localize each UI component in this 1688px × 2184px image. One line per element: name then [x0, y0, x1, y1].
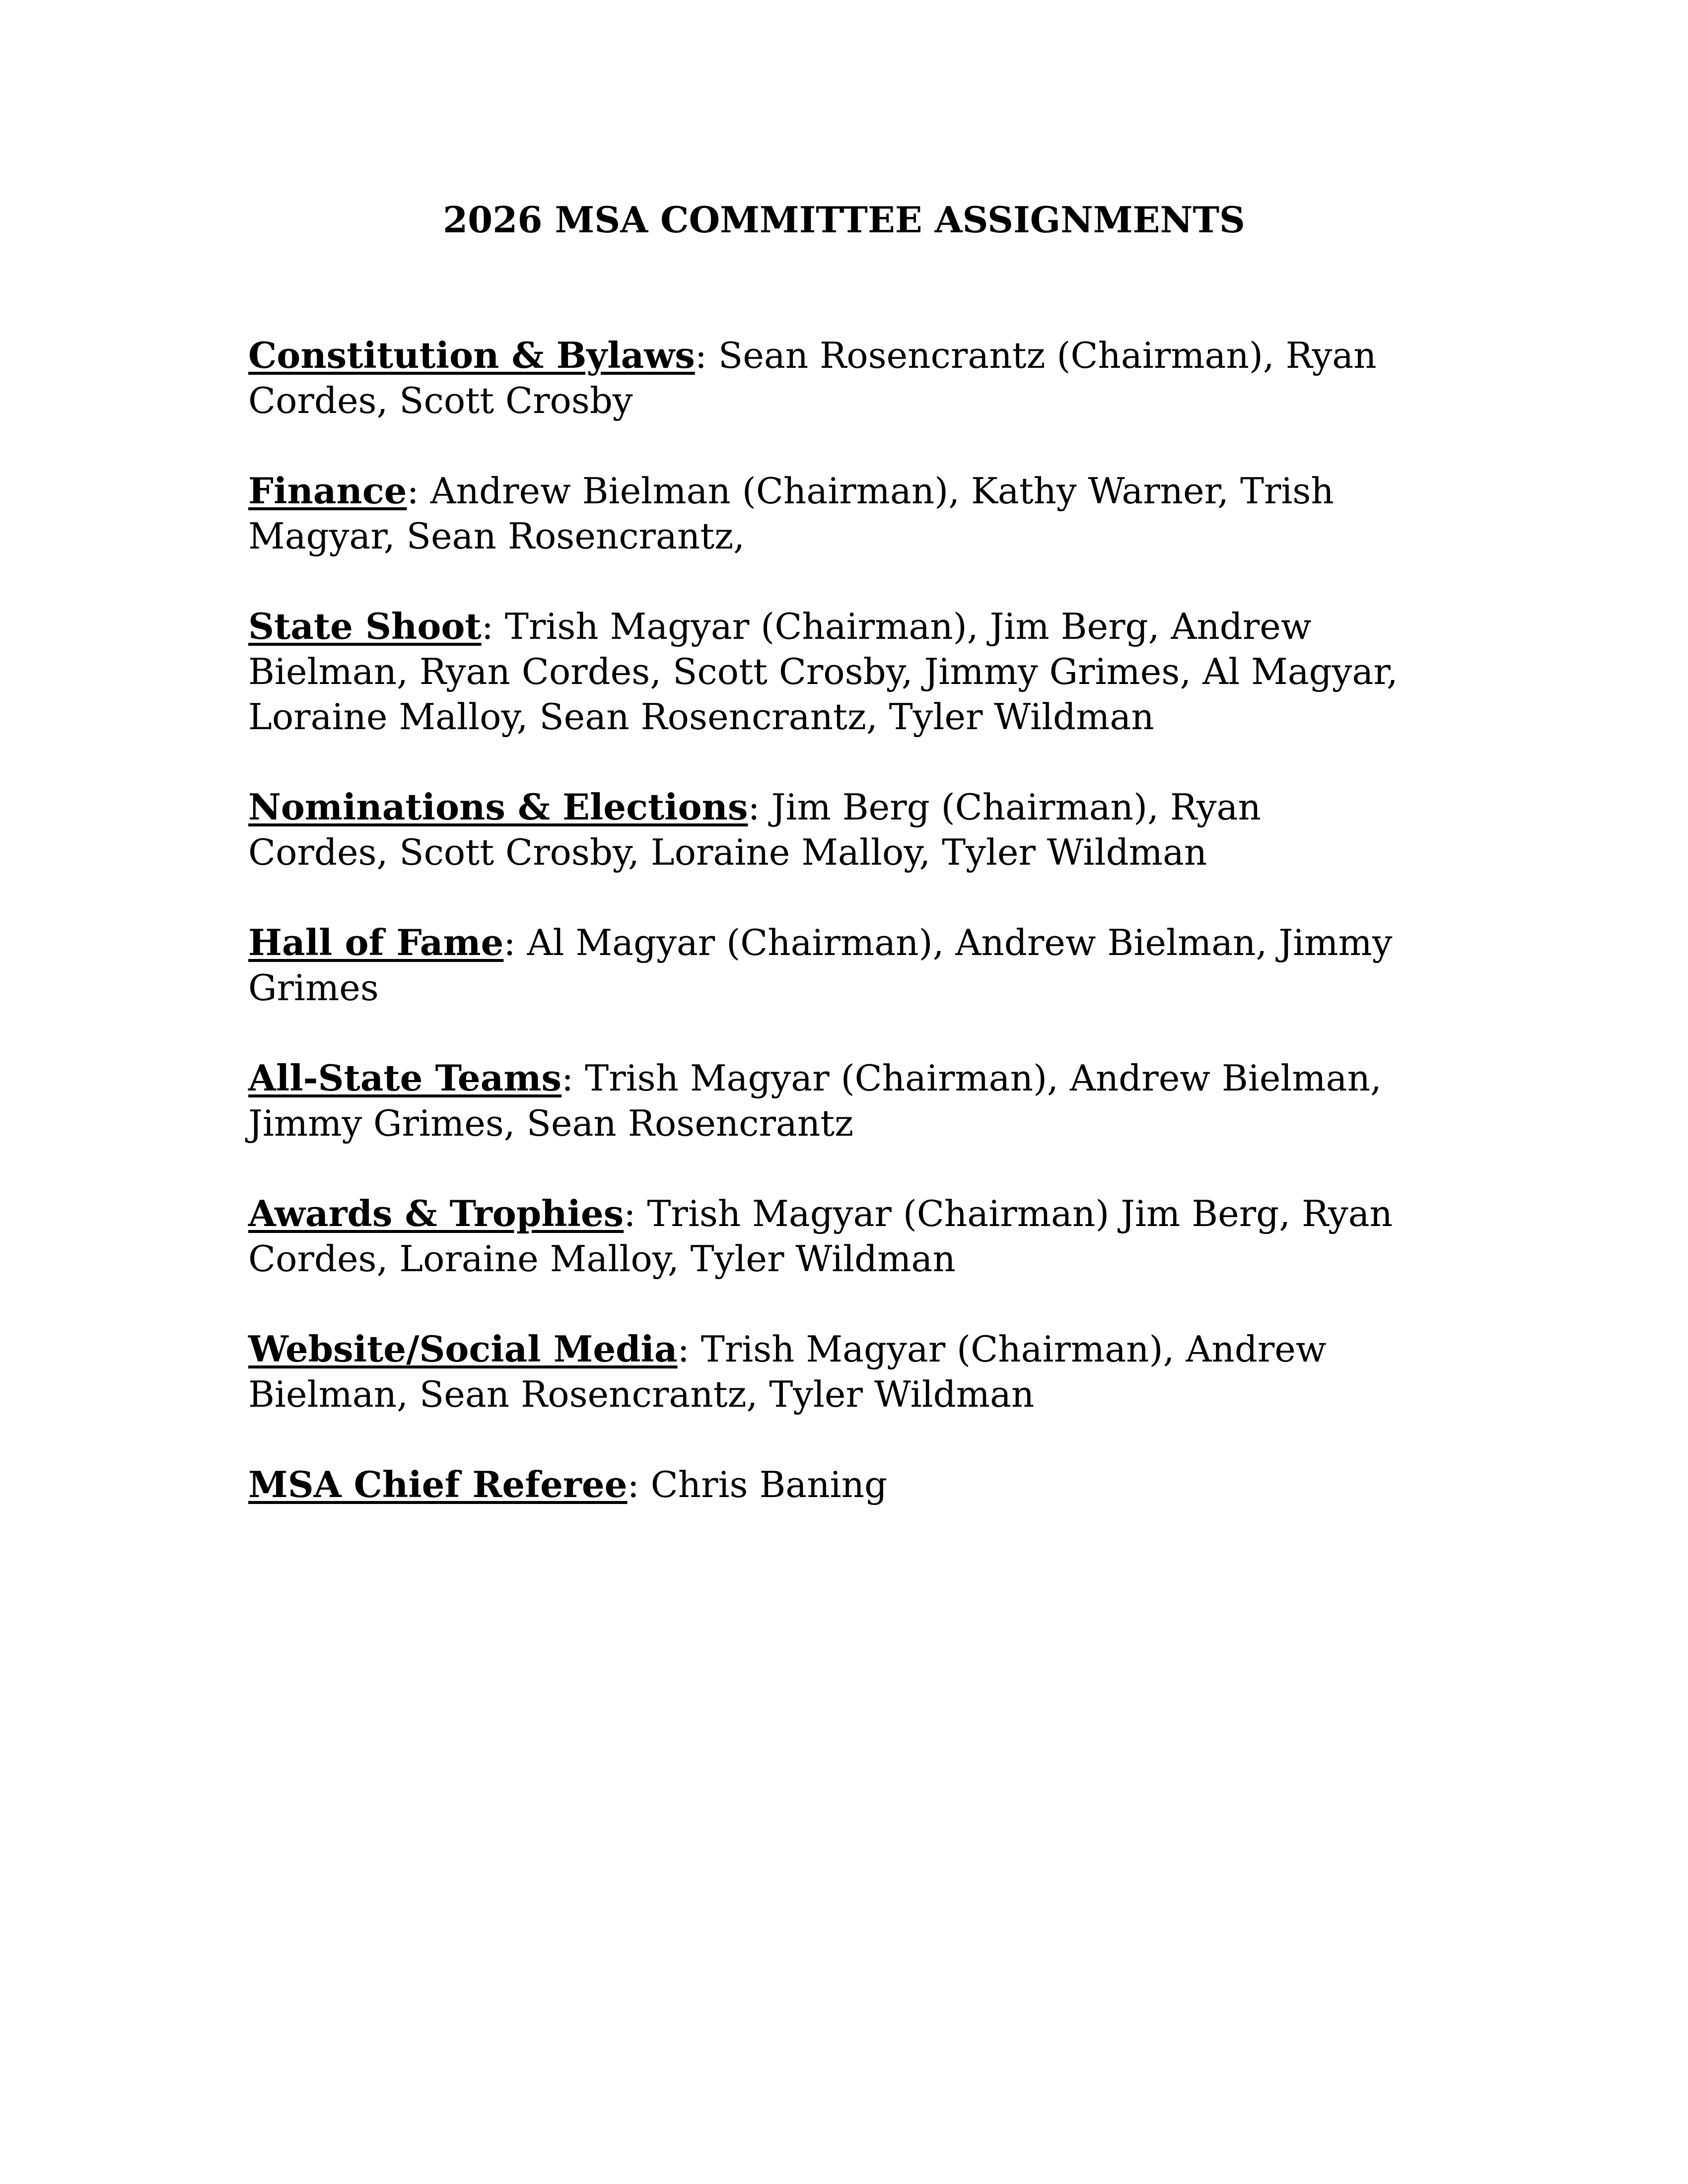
committee-name: State Shoot [248, 605, 482, 647]
committee-all-state-teams: All-State Teams: Trish Magyar (Chairman), Andrew Bielman, Jimmy Grimes, Sean Rosencrantz [248, 1057, 1382, 1144]
committee-members: Andrew Bielman (Chairman), Kathy Warner, Trish Magyar, Sean Rosencrantz, [248, 470, 1334, 557]
committee-name: Finance [248, 470, 407, 512]
committee-awards-trophies: Awards & Trophies: Trish Magyar (Chairman) Jim Berg, Ryan Cordes, Loraine Malloy, Tyler Wildman [248, 1192, 1393, 1280]
committee-name: All-State Teams [248, 1057, 562, 1099]
committee-members: Trish Magyar (Chairman), Andrew Bielman, Jimmy Grimes, Sean Rosencrantz [248, 1057, 1382, 1144]
committee-name: Website/Social Media [248, 1328, 678, 1370]
committee-constitution-bylaws: Constitution & Bylaws: Sean Rosencrantz (Chairman), Ryan Cordes, Scott Crosby [248, 334, 1377, 421]
committee-nominations-elections: Nominations & Elections: Jim Berg (Chairman), Ryan Cordes, Scott Crosby, Loraine Malloy, Tyler Wildman [248, 786, 1261, 873]
committee-members: Al Magyar (Chairman), Andrew Bielman, Jimmy Grimes [248, 922, 1393, 1009]
committee-members: Trish Magyar (Chairman), Andrew Bielman, Sean Rosencrantz, Tyler Wildman [248, 1328, 1327, 1415]
committee-state-shoot: State Shoot: Trish Magyar (Chairman), Jim Berg, Andrew Bielman, Ryan Cordes, Scott Crosby, Jimmy Grimes, Al Magyar, Loraine Malloy, Sean Rosencrantz, Tyler Wildman [248, 605, 1398, 738]
committee-members: Trish Magyar (Chairman) Jim Berg, Ryan Cordes, Loraine Malloy, Tyler Wildman [248, 1193, 1393, 1280]
committee-members: Trish Magyar (Chairman), Jim Berg, Andrew Bielman, Ryan Cordes, Scott Crosby, Jimmy Grimes, Al Magyar, Loraine Malloy, Sean Rosencrantz, Tyler Wildman [248, 606, 1398, 738]
committee-chief-referee: MSA Chief Referee: Chris Baning [248, 1463, 888, 1505]
committee-name: Awards & Trophies [248, 1192, 624, 1234]
committee-members: Sean Rosencrantz (Chairman), Ryan Cordes, Scott Crosby [248, 335, 1377, 421]
committee-finance: Finance: Andrew Bielman (Chairman), Kathy Warner, Trish Magyar, Sean Rosencrantz, [248, 470, 1334, 557]
committee-name: MSA Chief Referee [248, 1463, 628, 1505]
page-title: 2026 MSA COMMITTEE ASSIGNMENTS [443, 199, 1245, 241]
committee-website-social-media: Website/Social Media: Trish Magyar (Chairman), Andrew Bielman, Sean Rosencrantz, Tyler Wildman [248, 1328, 1327, 1415]
committee-name: Hall of Fame [248, 921, 504, 963]
committee-name: Nominations & Elections [248, 786, 748, 828]
committee-members: Chris Baning [650, 1464, 888, 1505]
committee-hall-of-fame: Hall of Fame: Al Magyar (Chairman), Andrew Bielman, Jimmy Grimes [248, 921, 1393, 1009]
committee-list [248, 333, 1410, 1552]
committee-members: Jim Berg (Chairman), Ryan Cordes, Scott Crosby, Loraine Malloy, Tyler Wildman [248, 786, 1261, 873]
committee-name: Constitution & Bylaws [248, 334, 695, 376]
